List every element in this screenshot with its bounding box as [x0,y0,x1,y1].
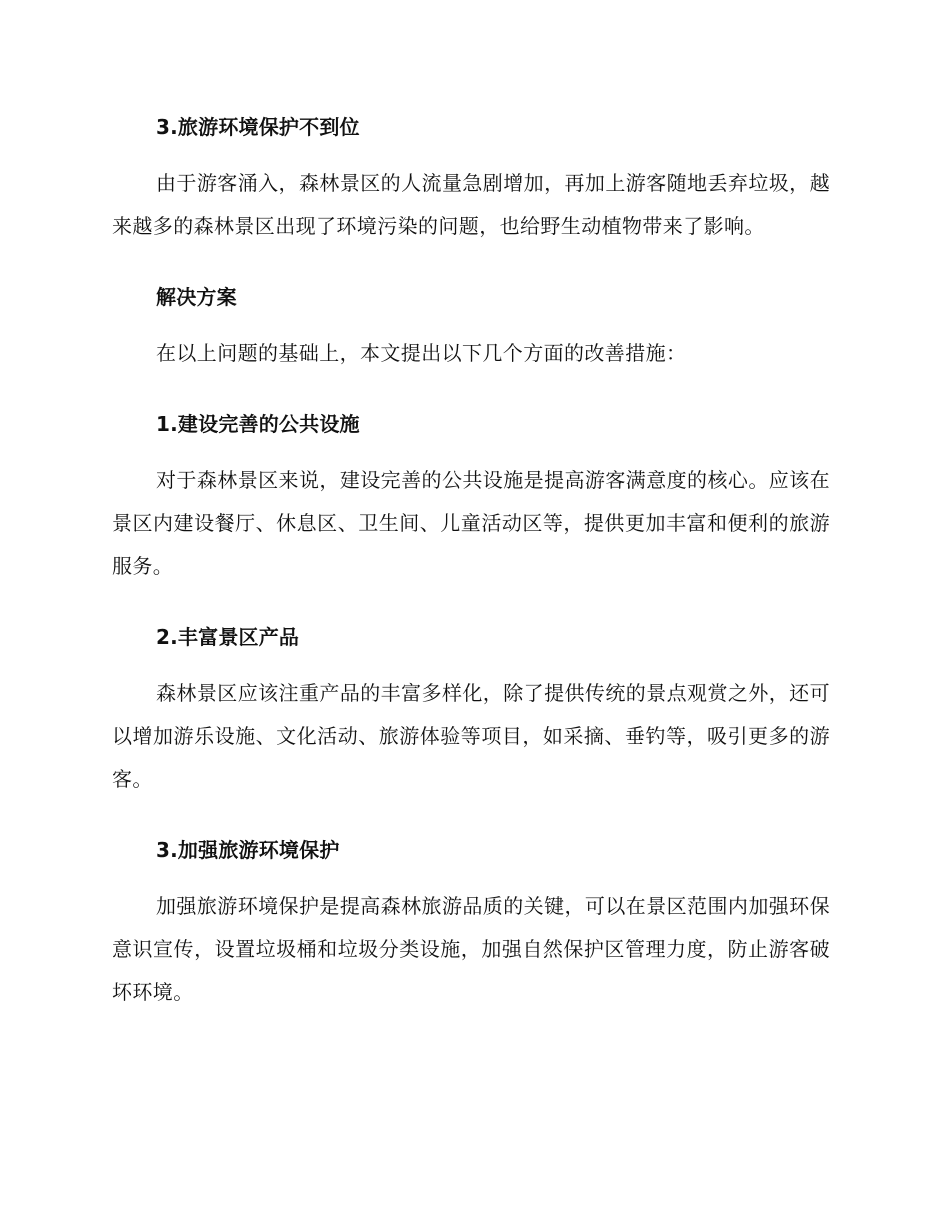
section-paragraph: 由于游客涌入，森林景区的人流量急剧增加，再加上游客随地丢弃垃圾，越来越多的森林景区出现了环境污染的问题，也给野生动植物带来了影响。 [112,171,830,238]
section-paragraph: 对于森林景区来说，建设完善的公共设施是提高游客满意度的核心。应该在景区内建设餐厅、休息区、卫生间、儿童活动区等，提供更加丰富和便利的旅游服务。 [112,468,830,578]
section-heading: 3.旅游环境保护不到位 [156,115,360,139]
section-paragraph: 加强旅游环境保护是提高森林旅游品质的关键，可以在景区范围内加强环保意识宣传，设置垃圾桶和垃圾分类设施，加强自然保护区管理力度，防止游客破坏环境。 [112,894,830,1004]
section-heading: 解决方案 [156,285,237,309]
section-heading: 1.建设完善的公共设施 [156,412,360,436]
section-environment-issue [112,112,830,248]
section-solutions [112,282,830,375]
section-enrich-products [112,622,830,801]
section-public-facilities [112,409,830,588]
section-paragraph: 在以上问题的基础上，本文提出以下几个方面的改善措施： [156,341,687,365]
section-paragraph: 森林景区应该注重产品的丰富多样化，除了提供传统的景点观赏之外，还可以增加游乐设施、文化活动、旅游体验等项目，如采摘、垂钓等，吸引更多的游客。 [112,681,830,791]
section-environment-protection [112,835,830,1014]
section-heading: 2.丰富景区产品 [156,625,300,649]
document-content [112,112,830,1014]
section-heading: 3.加强旅游环境保护 [156,838,340,862]
